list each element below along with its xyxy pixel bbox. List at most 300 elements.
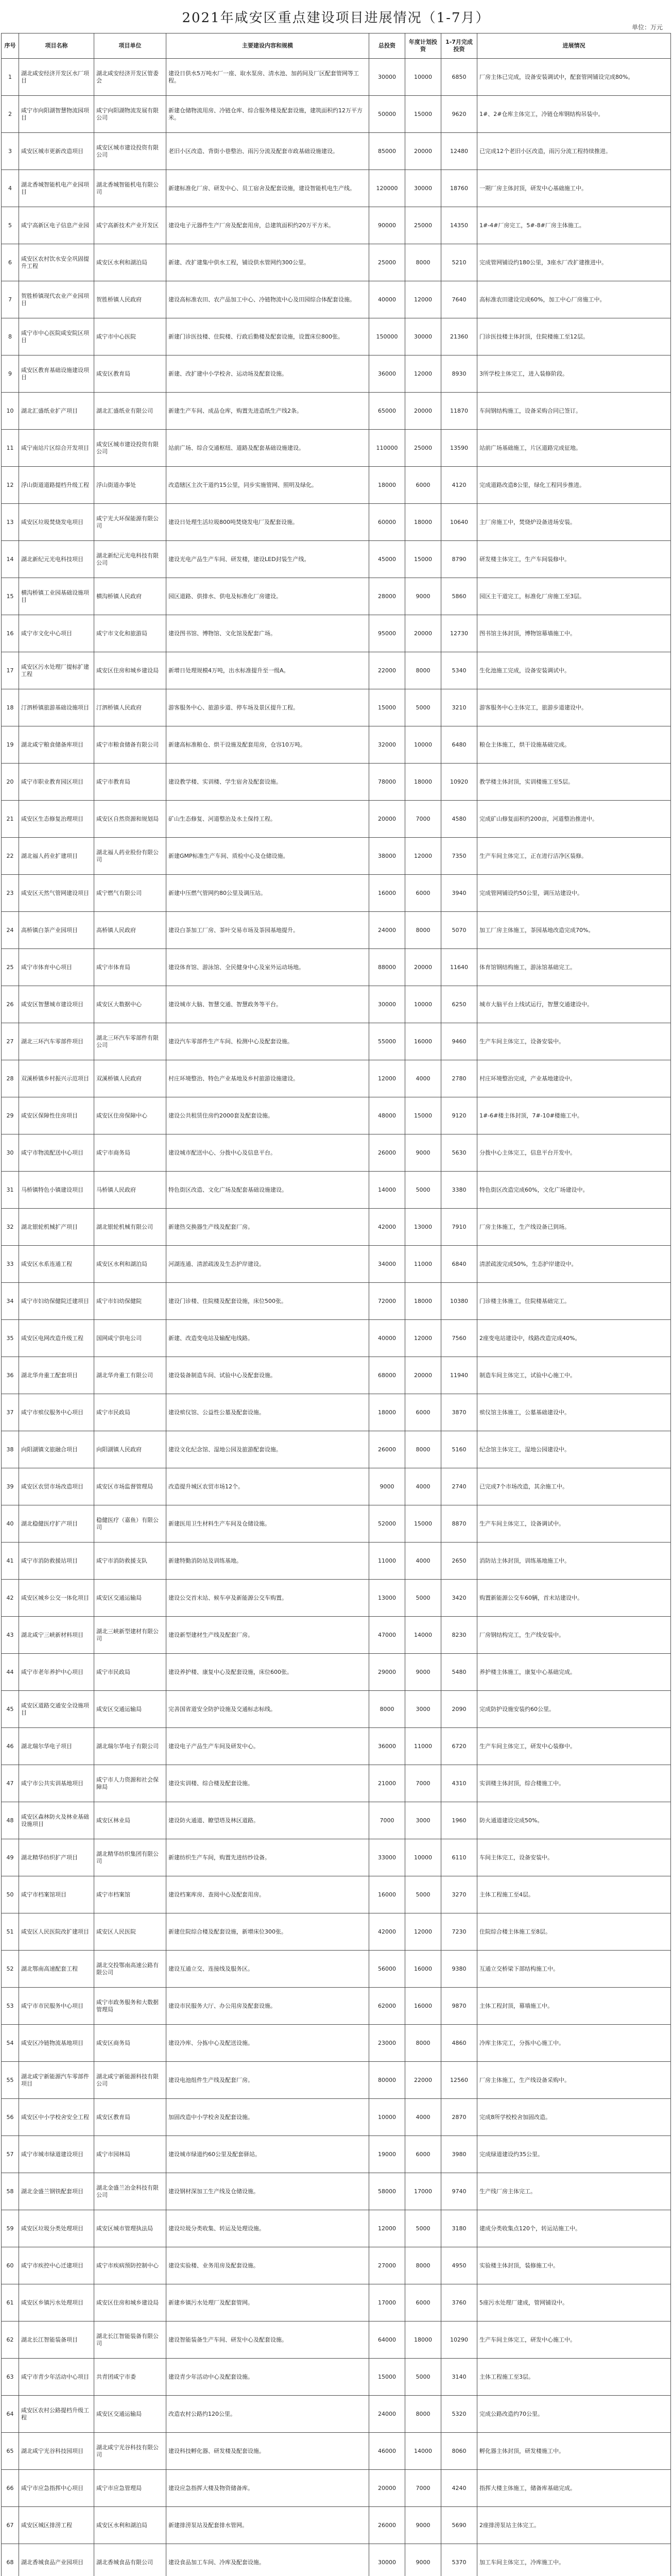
cell-index: 37 — [2, 1394, 19, 1431]
cell-content: 加固改造中小学校舍及配套设施。 — [166, 2099, 369, 2136]
cell-completed: 3140 — [441, 2359, 477, 2396]
cell-content: 建设档案库房、查阅中心及配套用房。 — [166, 1876, 369, 1913]
table-row — [2, 467, 671, 504]
cell-progress: 体育馆钢结构施工，游泳馆基础完工。 — [477, 949, 671, 986]
cell-total-investment: 80000 — [369, 2062, 405, 2099]
header-col-total-investment: 总投资 — [369, 33, 405, 59]
cell-project-unit: 咸宁市体育局 — [94, 949, 166, 986]
cell-project-unit: 咸安区城市建设投资有限公司 — [94, 430, 166, 467]
cell-progress: 加工车间主体完工，冷库施工中。 — [477, 2544, 671, 2576]
cell-project-unit: 咸宁市妇幼保健院 — [94, 1283, 166, 1320]
header-col-content: 主要建设内容和规模 — [166, 33, 369, 59]
cell-annual-plan: 18000 — [405, 504, 441, 541]
cell-progress: 主厂房施工中，焚烧炉设备进场安装。 — [477, 504, 671, 541]
cell-completed: 2740 — [441, 1468, 477, 1505]
cell-content: 新建中压燃气管网约80公里及调压站。 — [166, 875, 369, 912]
cell-total-investment: 88000 — [369, 949, 405, 986]
cell-project-unit: 湖北银轮机械有限公司 — [94, 1209, 166, 1246]
cell-project-name: 咸安区电网改造升级工程 — [19, 1320, 94, 1357]
table-row — [2, 430, 671, 467]
table-row — [2, 578, 671, 615]
cell-progress: 生产线厂房主体完工。 — [477, 2173, 671, 2210]
cell-annual-plan: 10000 — [405, 986, 441, 1023]
cell-index: 54 — [2, 2025, 19, 2062]
cell-project-unit: 咸安区教育局 — [94, 2099, 166, 2136]
cell-progress: 已完成7个市场改造，其余施工中。 — [477, 1468, 671, 1505]
table-row — [2, 912, 671, 949]
cell-annual-plan: 14000 — [405, 2433, 441, 2470]
cell-annual-plan: 8000 — [405, 2396, 441, 2433]
cell-completed: 8790 — [441, 541, 477, 578]
cell-progress: 车间主体完工，设备安装中。 — [477, 1839, 671, 1876]
cell-annual-plan: 15000 — [405, 1097, 441, 1134]
header-col-project-unit: 项目单位 — [94, 33, 166, 59]
table-row — [2, 1988, 671, 2025]
cell-content: 建设日供水5万吨水厂一座、取水泵房、清水池、加药间及厂区配套管网等工程。 — [166, 59, 369, 96]
cell-annual-plan: 5000 — [405, 2210, 441, 2247]
table-row — [2, 1654, 671, 1691]
cell-annual-plan: 12000 — [405, 1320, 441, 1357]
cell-progress: 完成8所学校校舍加固改造。 — [477, 2099, 671, 2136]
cell-completed: 5320 — [441, 2396, 477, 2433]
cell-completed: 7910 — [441, 1209, 477, 1246]
cell-index: 38 — [2, 1431, 19, 1468]
cell-total-investment: 9000 — [369, 1468, 405, 1505]
cell-total-investment: 22000 — [369, 652, 405, 689]
cell-annual-plan: 30000 — [405, 318, 441, 355]
cell-project-name: 湖北瑞尔华电子项目 — [19, 1728, 94, 1765]
cell-progress: 厂房主体已完成，设备安装调试中，配套管网铺设完成80%。 — [477, 59, 671, 96]
cell-annual-plan: 20000 — [405, 1357, 441, 1394]
table-body — [2, 59, 671, 2576]
cell-content: 建设装备制造车间、试验中心及配套设施。 — [166, 1357, 369, 1394]
cell-progress: 完成管网铺设约180公里，3座水厂改扩建推进中。 — [477, 244, 671, 281]
cell-content: 建设教学楼、实训楼、学生宿舍及配套设施。 — [166, 764, 369, 801]
cell-project-unit: 咸安区水利和湖泊局 — [94, 1246, 166, 1283]
cell-completed: 6850 — [441, 59, 477, 96]
cell-content: 站前广场、综合交通枢纽、道路及配套基础设施建设。 — [166, 430, 369, 467]
header-col-progress: 进展情况 — [477, 33, 671, 59]
cell-completed: 4950 — [441, 2247, 477, 2284]
cell-project-name: 咸安区天然气管网建设项目 — [19, 875, 94, 912]
cell-completed: 9460 — [441, 1023, 477, 1060]
cell-annual-plan: 11000 — [405, 1728, 441, 1765]
cell-total-investment: 7000 — [369, 1802, 405, 1839]
table-row — [2, 1134, 671, 1172]
cell-content: 建设光电产品生产车间、研发楼，建设LED封装生产线。 — [166, 541, 369, 578]
cell-completed: 9620 — [441, 96, 477, 133]
cell-completed: 8930 — [441, 355, 477, 393]
cell-content: 新建排涝泵站及配套排水管网。 — [166, 2507, 369, 2544]
cell-completed: 6720 — [441, 1728, 477, 1765]
cell-content: 建设公共租赁住房约2000套及配套设施。 — [166, 1097, 369, 1134]
cell-index: 52 — [2, 1951, 19, 1988]
cell-progress: 粮仓主体施工，烘干设施基础完成。 — [477, 726, 671, 764]
cell-project-unit: 湖北交投鄂南高速公路有限公司 — [94, 1951, 166, 1988]
cell-project-unit: 咸宁燃气有限公司 — [94, 875, 166, 912]
cell-annual-plan: 5000 — [405, 689, 441, 726]
cell-total-investment: 26000 — [369, 2507, 405, 2544]
cell-content: 建设电子元器件生产厂房及配套用房，总建筑面积约20万平方米。 — [166, 207, 369, 244]
cell-progress: 3所学校主体完工，进入装修阶段。 — [477, 355, 671, 393]
cell-content: 建设新型建材生产线及配套厂房。 — [166, 1617, 369, 1654]
cell-annual-plan: 4000 — [405, 2099, 441, 2136]
cell-index: 1 — [2, 59, 19, 96]
table-row — [2, 1468, 671, 1505]
cell-completed: 8230 — [441, 1617, 477, 1654]
cell-index: 68 — [2, 2544, 19, 2576]
cell-progress: 完成绿道建设约35公里。 — [477, 2136, 671, 2173]
cell-project-unit: 湖北咸宁光谷科技有限公司 — [94, 2433, 166, 2470]
cell-project-unit: 咸宁市档案馆 — [94, 1876, 166, 1913]
cell-total-investment: 120000 — [369, 170, 405, 207]
table-row — [2, 2396, 671, 2433]
cell-progress: 生产车间主体完工，正在进行洁净区装修。 — [477, 838, 671, 875]
cell-project-unit: 咸安区人民医院 — [94, 1913, 166, 1951]
cell-index: 5 — [2, 207, 19, 244]
table-row — [2, 764, 671, 801]
cell-project-unit: 咸宁市园林局 — [94, 2136, 166, 2173]
unit-label: 单位：万元 — [631, 24, 663, 31]
cell-completed: 5160 — [441, 1431, 477, 1468]
cell-project-unit: 高桥镇人民政府 — [94, 912, 166, 949]
cell-progress: 一期厂房主体封顶，研发中心基础施工中。 — [477, 170, 671, 207]
cell-project-unit: 咸安区交通运输局 — [94, 1580, 166, 1617]
table-row — [2, 207, 671, 244]
cell-completed: 21360 — [441, 318, 477, 355]
header-row — [2, 33, 671, 59]
table-row — [2, 2359, 671, 2396]
cell-completed: 11640 — [441, 949, 477, 986]
cell-completed: 5860 — [441, 578, 477, 615]
cell-annual-plan: 9000 — [405, 2507, 441, 2544]
cell-content: 新建高标准粮仓、烘干设施及配套用房，仓容10万吨。 — [166, 726, 369, 764]
cell-project-name: 咸宁市青少年活动中心项目 — [19, 2359, 94, 2396]
cell-progress: 加工厂房主体施工，茶园基地改造完成70%。 — [477, 912, 671, 949]
cell-annual-plan: 16000 — [405, 1988, 441, 2025]
cell-total-investment: 85000 — [369, 133, 405, 170]
cell-index: 28 — [2, 1060, 19, 1097]
cell-project-name: 湖北三环汽车零部件项目 — [19, 1023, 94, 1060]
header-col-annual-plan: 年度计划投资 — [405, 33, 441, 59]
cell-annual-plan: 15000 — [405, 96, 441, 133]
table-row — [2, 2321, 671, 2359]
cell-project-name: 咸安区人民医院改扩建项目 — [19, 1913, 94, 1951]
cell-content: 改造辖区主次干道约15公里，同步实施管网、照明及绿化。 — [166, 467, 369, 504]
table-row — [2, 1913, 671, 1951]
cell-progress: 实验楼主体封顶，装修施工中。 — [477, 2247, 671, 2284]
cell-annual-plan: 30000 — [405, 170, 441, 207]
cell-progress: 完成管网铺设约50公里，调压站建设中。 — [477, 875, 671, 912]
cell-project-name: 马桥镇特色小镇建设项目 — [19, 1172, 94, 1209]
cell-content: 建设防火通道、瞭望塔及林区道路。 — [166, 1802, 369, 1839]
cell-progress: 建成分类收集点120个，转运站施工中。 — [477, 2210, 671, 2247]
cell-annual-plan: 18000 — [405, 764, 441, 801]
cell-content: 建设应急指挥大楼及物资储备库。 — [166, 2470, 369, 2507]
cell-annual-plan: 6000 — [405, 875, 441, 912]
table-row — [2, 244, 671, 281]
cell-content: 新建特勤消防站及训练基地。 — [166, 1543, 369, 1580]
cell-total-investment: 28000 — [369, 578, 405, 615]
cell-index: 47 — [2, 1765, 19, 1802]
cell-completed: 5210 — [441, 244, 477, 281]
cell-project-name: 湖北鄂南高速配套工程 — [19, 1951, 94, 1988]
cell-completed: 3270 — [441, 1876, 477, 1913]
cell-total-investment: 47000 — [369, 1617, 405, 1654]
cell-project-unit: 咸宁市商务局 — [94, 1134, 166, 1172]
cell-annual-plan: 20000 — [405, 615, 441, 652]
table-row — [2, 1951, 671, 1988]
cell-progress: 冷库主体完工，分拣中心施工中。 — [477, 2025, 671, 2062]
cell-project-unit: 稳健医疗（嘉鱼）有限公司 — [94, 1505, 166, 1543]
cell-project-name: 咸安区道路交通安全设施项目 — [19, 1691, 94, 1728]
cell-completed: 4120 — [441, 467, 477, 504]
cell-project-unit: 咸安区住房和城乡建设局 — [94, 652, 166, 689]
cell-annual-plan: 17000 — [405, 2173, 441, 2210]
cell-project-unit: 湖北福人药业股份有限公司 — [94, 838, 166, 875]
cell-project-unit: 咸安区林业局 — [94, 1802, 166, 1839]
cell-total-investment: 15000 — [369, 689, 405, 726]
cell-annual-plan: 12000 — [405, 838, 441, 875]
cell-index: 42 — [2, 1580, 19, 1617]
cell-project-unit: 咸宁市应急管理局 — [94, 2470, 166, 2507]
cell-total-investment: 27000 — [369, 2247, 405, 2284]
cell-progress: 完成矿山修复面积约200亩，河道整治推进中。 — [477, 801, 671, 838]
cell-completed: 3940 — [441, 875, 477, 912]
cell-project-name: 咸宁市公共实训基地项目 — [19, 1765, 94, 1802]
cell-total-investment: 45000 — [369, 541, 405, 578]
cell-progress: 防火通道建设完成50%。 — [477, 1802, 671, 1839]
cell-content: 矿山生态修复、河道整治及水土保持工程。 — [166, 801, 369, 838]
table-row — [2, 2136, 671, 2173]
cell-completed: 18760 — [441, 170, 477, 207]
cell-content: 建设互通立交、连接线及服务区。 — [166, 1951, 369, 1988]
cell-content: 建设高标准农田、农产品加工中心、冷链物流中心及田园综合体配套设施。 — [166, 281, 369, 318]
cell-progress: 生产车间主体完工，研发中心施工中。 — [477, 2321, 671, 2359]
cell-content: 建设市民服务大厅、办公用房及配套设施。 — [166, 1988, 369, 2025]
cell-annual-plan: 6000 — [405, 467, 441, 504]
cell-project-name: 咸宁市物流配送中心项目 — [19, 1134, 94, 1172]
table-row — [2, 1357, 671, 1394]
cell-progress: 主体工程封顶，幕墙施工中。 — [477, 1988, 671, 2025]
table-row — [2, 2062, 671, 2099]
cell-completed: 3870 — [441, 1394, 477, 1431]
cell-content: 建设电子产品生产车间及研发中心。 — [166, 1728, 369, 1765]
cell-annual-plan: 8000 — [405, 1431, 441, 1468]
cell-content: 建设殡仪馆、公益性公墓及配套设施。 — [166, 1394, 369, 1431]
cell-project-unit: 咸安区水利和湖泊局 — [94, 244, 166, 281]
cell-project-name: 咸宁南站片区综合开发项目 — [19, 430, 94, 467]
cell-annual-plan: 10000 — [405, 1839, 441, 1876]
cell-index: 30 — [2, 1134, 19, 1172]
cell-total-investment: 26000 — [369, 1431, 405, 1468]
cell-progress: 指挥大楼主体施工，储备库基础完成。 — [477, 2470, 671, 2507]
cell-index: 31 — [2, 1172, 19, 1209]
header-col-completed: 1-7月完成投资 — [441, 33, 477, 59]
cell-progress: 完成道路改造8公里，绿化工程同步推进。 — [477, 467, 671, 504]
cell-total-investment: 50000 — [369, 96, 405, 133]
cell-index: 59 — [2, 2210, 19, 2247]
cell-annual-plan: 6000 — [405, 1394, 441, 1431]
cell-project-unit: 贺胜桥镇人民政府 — [94, 281, 166, 318]
cell-index: 11 — [2, 430, 19, 467]
header-col-project-name: 项目名称 — [19, 33, 94, 59]
table-row — [2, 875, 671, 912]
cell-annual-plan: 7000 — [405, 801, 441, 838]
cell-project-name: 咸宁市体育中心项目 — [19, 949, 94, 986]
cell-project-unit: 咸宁市人力资源和社会保障局 — [94, 1765, 166, 1802]
cell-index: 35 — [2, 1320, 19, 1357]
cell-project-name: 高桥镇白茶产业园项目 — [19, 912, 94, 949]
cell-index: 13 — [2, 504, 19, 541]
cell-content: 完善国省道安全防护设施及交通标志标线。 — [166, 1691, 369, 1728]
cell-project-name: 咸安区乡镇污水处理项目 — [19, 2284, 94, 2321]
cell-completed: 3210 — [441, 689, 477, 726]
cell-index: 64 — [2, 2396, 19, 2433]
cell-project-name: 横沟桥镇工业园基础设施项目 — [19, 578, 94, 615]
cell-progress: 消防站主体封顶，训练基地施工中。 — [477, 1543, 671, 1580]
cell-content: 建设图书馆、博物馆、文化馆及配套广场。 — [166, 615, 369, 652]
cell-index: 9 — [2, 355, 19, 393]
cell-total-investment: 26000 — [369, 1134, 405, 1172]
cell-progress: 实训楼主体封顶，综合楼施工中。 — [477, 1765, 671, 1802]
cell-completed: 3420 — [441, 1580, 477, 1617]
table-row — [2, 1394, 671, 1431]
cell-index: 61 — [2, 2284, 19, 2321]
cell-project-name: 咸宁高新区电子信息产业园 — [19, 207, 94, 244]
cell-completed: 9380 — [441, 1951, 477, 1988]
cell-total-investment: 62000 — [369, 1988, 405, 2025]
cell-index: 48 — [2, 1802, 19, 1839]
cell-project-name: 咸安区城区排涝工程 — [19, 2507, 94, 2544]
cell-content: 建设实训楼、综合楼及配套设施。 — [166, 1765, 369, 1802]
cell-total-investment: 56000 — [369, 1951, 405, 1988]
cell-project-unit: 浮山街道办事处 — [94, 467, 166, 504]
table-row — [2, 1172, 671, 1209]
cell-project-unit: 咸安区城市建设投资有限公司 — [94, 133, 166, 170]
cell-project-name: 咸安区智慧城市建设项目 — [19, 986, 94, 1023]
cell-project-name: 咸安区保障性住房项目 — [19, 1097, 94, 1134]
cell-total-investment: 18000 — [369, 1394, 405, 1431]
table-row — [2, 1505, 671, 1543]
cell-project-name: 咸安区森林防火及林业基础设施项目 — [19, 1802, 94, 1839]
cell-content: 新建纺织生产车间，购置先进纺纱设备。 — [166, 1839, 369, 1876]
cell-content: 新建、改扩建集中供水工程，铺设供水管网约300公里。 — [166, 244, 369, 281]
cell-annual-plan: 16000 — [405, 1023, 441, 1060]
cell-project-name: 湖北香城食品产业园项目 — [19, 2544, 94, 2576]
cell-total-investment: 72000 — [369, 1283, 405, 1320]
cell-project-unit: 湖北精华纺织集团有限公司 — [94, 1839, 166, 1876]
cell-project-name: 咸安区农贸市场改造项目 — [19, 1468, 94, 1505]
cell-project-name: 咸安区污水处理厂提标扩建工程 — [19, 652, 94, 689]
cell-annual-plan: 9000 — [405, 578, 441, 615]
cell-annual-plan: 9000 — [405, 1134, 441, 1172]
cell-progress: 游客服务中心主体完工，旅游步道建设中。 — [477, 689, 671, 726]
cell-content: 建设冷库、分拣中心及配送设施。 — [166, 2025, 369, 2062]
cell-index: 57 — [2, 2136, 19, 2173]
cell-content: 建设汽车零部件生产车间、检测中心及配套设施。 — [166, 1023, 369, 1060]
table-row — [2, 1876, 671, 1913]
cell-project-unit: 咸安区交通运输局 — [94, 1691, 166, 1728]
cell-annual-plan: 18000 — [405, 2321, 441, 2359]
cell-annual-plan: 8000 — [405, 244, 441, 281]
cell-total-investment: 36000 — [369, 355, 405, 393]
cell-completed: 11940 — [441, 1357, 477, 1394]
cell-project-name: 湖北咸宁粮食储备库项目 — [19, 726, 94, 764]
cell-project-unit: 咸安区商务局 — [94, 2025, 166, 2062]
cell-project-name: 咸安区中小学校舍安全工程 — [19, 2099, 94, 2136]
cell-project-unit: 咸宁市中心医院 — [94, 318, 166, 355]
cell-content: 建设垃圾分类收集、转运及处理设施。 — [166, 2210, 369, 2247]
table-row — [2, 1060, 671, 1097]
cell-project-name: 咸宁市妇幼保健院迁建项目 — [19, 1283, 94, 1320]
cell-content: 建设白茶加工厂房、茶叶交易市场及茶园基地提升。 — [166, 912, 369, 949]
cell-index: 4 — [2, 170, 19, 207]
cell-progress: 门诊楼主体施工，住院楼基础完工。 — [477, 1283, 671, 1320]
cell-project-unit: 咸宁光大环保能源有限公司 — [94, 504, 166, 541]
table-row — [2, 615, 671, 652]
cell-content: 新建标准化厂房、研发中心、员工宿舍及配套设施，建设智能机电生产线。 — [166, 170, 369, 207]
cell-total-investment: 38000 — [369, 838, 405, 875]
table-row — [2, 1765, 671, 1802]
cell-progress: 研发楼主体完工，生产车间装修中。 — [477, 541, 671, 578]
table-row — [2, 1691, 671, 1728]
cell-total-investment: 60000 — [369, 504, 405, 541]
cell-annual-plan: 14000 — [405, 1617, 441, 1654]
cell-annual-plan: 11000 — [405, 1246, 441, 1283]
table-row — [2, 726, 671, 764]
cell-progress: 1#、2#仓库主体完工，冷链仓库钢结构吊装中。 — [477, 96, 671, 133]
cell-index: 63 — [2, 2359, 19, 2396]
cell-total-investment: 18000 — [369, 467, 405, 504]
cell-project-unit: 湖北三峡新型建材有限公司 — [94, 1617, 166, 1654]
cell-total-investment: 16000 — [369, 875, 405, 912]
cell-progress: 2座排涝泵站主体完工。 — [477, 2507, 671, 2544]
cell-content: 建设青少年活动中心及配套设施。 — [166, 2359, 369, 2396]
cell-annual-plan: 16000 — [405, 1951, 441, 1988]
cell-completed: 5340 — [441, 652, 477, 689]
cell-project-unit: 国网咸宁供电公司 — [94, 1320, 166, 1357]
table-row — [2, 541, 671, 578]
cell-annual-plan: 25000 — [405, 430, 441, 467]
cell-index: 46 — [2, 1728, 19, 1765]
cell-project-unit: 湖北新纪元光电科技有限公司 — [94, 541, 166, 578]
cell-progress: 园区主干道完工，标准化厂房施工至3层。 — [477, 578, 671, 615]
cell-index: 29 — [2, 1097, 19, 1134]
cell-index: 34 — [2, 1283, 19, 1320]
cell-total-investment: 78000 — [369, 764, 405, 801]
cell-completed: 3180 — [441, 2210, 477, 2247]
table-row — [2, 2099, 671, 2136]
cell-completed: 7350 — [441, 838, 477, 875]
cell-content: 新建热交换器生产线及配套厂房。 — [166, 1209, 369, 1246]
table-row — [2, 986, 671, 1023]
cell-index: 22 — [2, 838, 19, 875]
cell-total-investment: 42000 — [369, 1209, 405, 1246]
cell-index: 56 — [2, 2099, 19, 2136]
cell-project-unit: 湖北咸安经济开发区管委会 — [94, 59, 166, 96]
cell-progress: 厂房主体施工，生产线设备已到场。 — [477, 1209, 671, 1246]
cell-annual-plan: 8000 — [405, 2247, 441, 2284]
cell-total-investment: 20000 — [369, 801, 405, 838]
cell-project-unit: 咸安区教育局 — [94, 355, 166, 393]
table-row — [2, 2507, 671, 2544]
cell-project-name: 咸宁市殡仪服务中心项目 — [19, 1394, 94, 1431]
cell-project-unit: 咸宁市教育局 — [94, 764, 166, 801]
cell-project-unit: 咸安区城市管理执法局 — [94, 2210, 166, 2247]
cell-annual-plan: 15000 — [405, 1505, 441, 1543]
cell-completed: 3760 — [441, 2284, 477, 2321]
